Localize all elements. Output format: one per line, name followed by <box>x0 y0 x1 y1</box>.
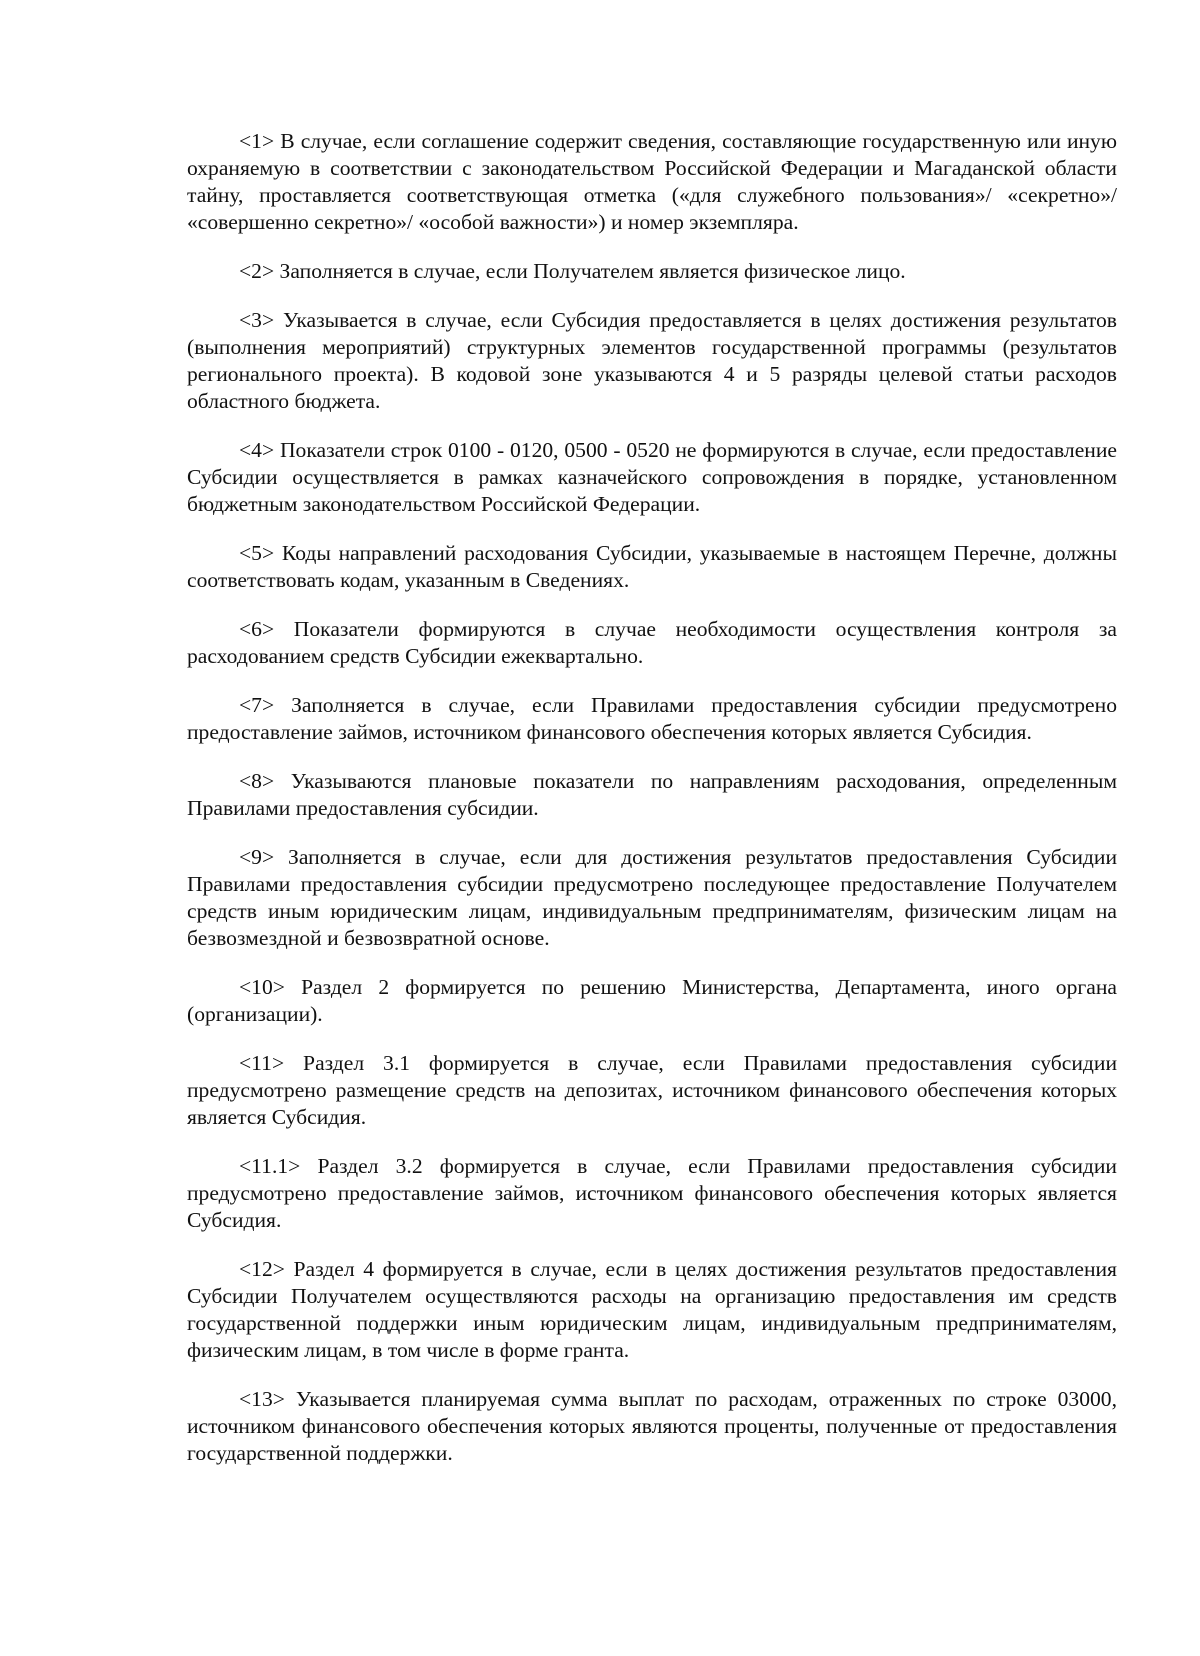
footnote-2: <2> Заполняется в случае, если Получателем является физическое лицо. <box>239 259 906 283</box>
footnote-4: <4> Показатели строк 0100 - 0120, 0500 - 0520 не формируются в случае, если предоставление Субсидии осуществляется в рамках казначейского сопровождения в порядке, установленном бюджетным законодательством Российской Федерации. <box>187 438 1117 516</box>
footnote-3: <3> Указывается в случае, если Субсидия предоставляется в целях достижения результатов (выполнения мероприятий) структурных элементов государственной программы (результатов регионального проекта). В кодовой зоне указываются 4 и 5 разряды целевой статьи расходов областного бюджета. <box>187 308 1117 413</box>
footnote-10: <10> Раздел 2 формируется по решению Министерства, Департамента, иного органа (организации). <box>187 975 1117 1026</box>
footnote-6: <6> Показатели формируются в случае необходимости осуществления контроля за расходованием средств Субсидии ежеквартально. <box>187 617 1117 668</box>
footnote-11: <11> Раздел 3.1 формируется в случае, если Правилами предоставления субсидии предусмотрено размещение средств на депозитах, источником финансового обеспечения которых является Субсидия. <box>187 1051 1117 1129</box>
footnote-11-1: <11.1> Раздел 3.2 формируется в случае, если Правилами предоставления субсидии предусмотрено предоставление займов, источником финансового обеспечения которых является Субсидия. <box>187 1154 1117 1232</box>
footnote-8: <8> Указываются плановые показатели по направлениям расходования, определенным Правилами предоставления субсидии. <box>187 769 1117 820</box>
footnote-5: <5> Коды направлений расходования Субсидии, указываемые в настоящем Перечне, должны соответствовать кодам, указанным в Сведениях. <box>187 541 1117 592</box>
footnotes-list <box>187 128 1117 1489</box>
footnote-1: <1> В случае, если соглашение содержит сведения, составляющие государственную или иную охраняемую в соответствии с законодательством Российской Федерации и Магаданской области тайну, проставляется соответствующая отметка («для служебного пользования»/ «секретно»/ «совершенно секретно»/ «особой важности») и номер экземпляра. <box>187 129 1117 234</box>
footnote-13: <13> Указывается планируемая сумма выплат по расходам, отраженных по строке 03000, источником финансового обеспечения которых являются проценты, полученные от предоставления государственной поддержки. <box>187 1387 1117 1465</box>
footnote-7: <7> Заполняется в случае, если Правилами предоставления субсидии предусмотрено предоставление займов, источником финансового обеспечения которых является Субсидия. <box>187 693 1117 744</box>
footnote-9: <9> Заполняется в случае, если для достижения результатов предоставления Субсидии Правилами предоставления субсидии предусмотрено последующее предоставление Получателем средств иным юридическим лицам, индивидуальным предпринимателям, физическим лицам на безвозмездной и безвозвратной основе. <box>187 845 1117 950</box>
footnote-12: <12> Раздел 4 формируется в случае, если в целях достижения результатов предоставления Субсидии Получателем осуществляются расходы на организацию предоставления им средств государственной поддержки иным юридическим лицам, индивидуальным предпринимателям, физическим лицам, в том числе в форме гранта. <box>187 1257 1117 1362</box>
